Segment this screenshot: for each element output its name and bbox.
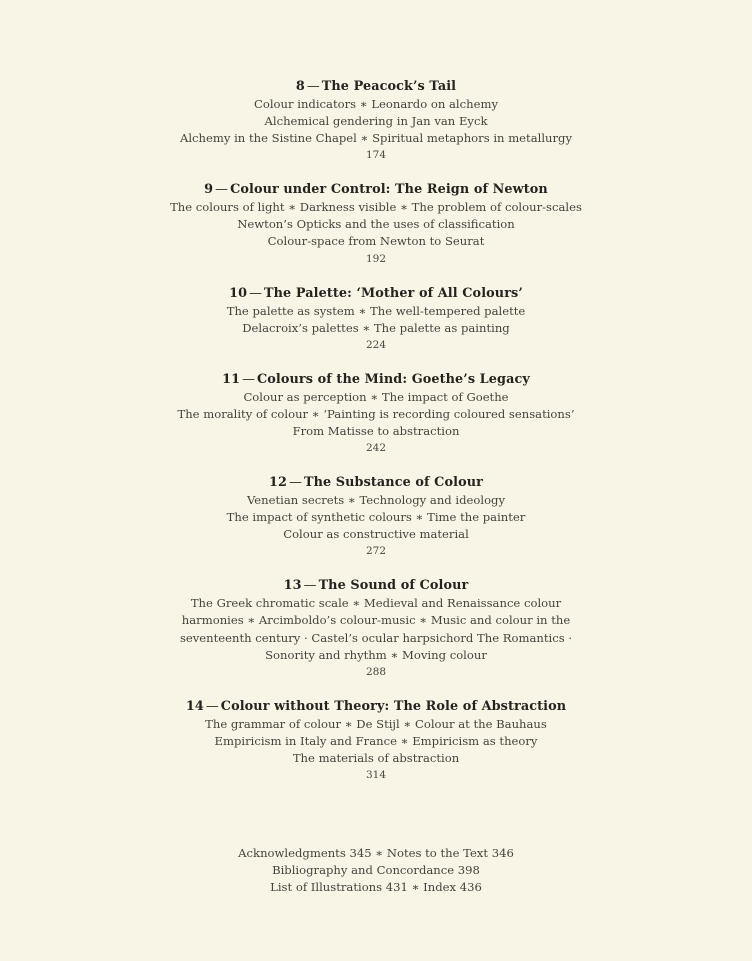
- chapter-title-text: Colour under Control: The Reign of Newton: [230, 182, 548, 198]
- chapter-title-text: Colours of the Mind: Goethe’s Legacy: [257, 371, 530, 387]
- chapter-page-number: 224: [365, 338, 387, 351]
- chapter-10: [0, 285, 752, 354]
- chapter-dash: —: [249, 285, 263, 301]
- chapter-topic-line: Sonority and rhythm ∗ Moving colour: [265, 647, 487, 662]
- chapter-topic-line: Empiricism in Italy and France ∗ Empiricism as theory: [214, 733, 538, 748]
- chapter-number: 14: [185, 698, 204, 714]
- chapter-dash: —: [289, 475, 302, 491]
- chapter-title-text: The Peacock’s Tail: [321, 79, 457, 94]
- chapter-12: [0, 474, 752, 560]
- chapter-topic-line: Newton’s Opticks and the uses of classification: [237, 217, 515, 232]
- chapter-topic-line: Alchemical gendering in Jan van Eyck: [264, 114, 488, 129]
- backmatter: [0, 845, 752, 896]
- chapter-topic-line: Colour as perception ∗ The impact of Goethe: [243, 389, 509, 404]
- chapter-topic-line: harmonies ∗ Arcimboldo’s colour-music ∗ Music and colour in the: [181, 613, 571, 628]
- chapter-title: [0, 474, 752, 492]
- chapter-dash: —: [303, 578, 317, 594]
- chapter-topic-line: Alchemy in the Sistine Chapel ∗ Spiritual metaphors in metallurgy: [179, 131, 573, 146]
- chapter-number: 13: [283, 578, 302, 594]
- chapter-page-number: 192: [365, 252, 387, 265]
- chapter-dash: —: [205, 698, 219, 714]
- chapter-topic-line: The materials of abstraction: [292, 750, 460, 765]
- chapter-number: 12: [269, 475, 288, 491]
- chapter-title: [0, 577, 752, 595]
- chapter-topic-line: seventeenth century · Castel’s ocular harpsichord The Romantics ·: [179, 630, 573, 645]
- chapter-topic-line: The palette as system ∗ The well-tempered palette: [226, 303, 526, 318]
- chapter-topic-line: Colour-space from Newton to Seurat: [267, 234, 485, 249]
- chapter-page-number: 288: [365, 665, 387, 678]
- backmatter-line: Acknowledgments 345 ∗ Notes to the Text 346: [238, 846, 514, 860]
- chapter-page-number: 174: [365, 149, 387, 162]
- chapter-8: [0, 78, 752, 164]
- backmatter-line: Bibliography and Concordance 398: [272, 863, 480, 877]
- chapter-topic-line: Colour indicators ∗ Leonardo on alchemy: [254, 97, 498, 111]
- chapter-number: 10: [229, 285, 248, 301]
- chapter-title: [0, 371, 752, 389]
- chapter-number: 11: [222, 371, 241, 387]
- chapter-number: 9: [204, 182, 214, 198]
- chapter-number: 8: [295, 79, 305, 94]
- table-of-contents: [0, 78, 752, 801]
- chapter-title: [0, 78, 752, 96]
- chapter-topic-line: Delacroix’s palettes ∗ The palette as painting: [242, 320, 510, 335]
- chapter-dash: —: [215, 182, 229, 198]
- chapter-topic-line: Colour as constructive material: [283, 527, 469, 542]
- chapter-topic-line: The Greek chromatic scale ∗ Medieval and Renaissance colour: [190, 596, 562, 611]
- chapter-page-number: 314: [365, 768, 387, 781]
- chapter-title-text: The Palette: ‘Mother of All Colours’: [264, 285, 523, 301]
- chapter-9: [0, 181, 752, 267]
- chapter-13: [0, 577, 752, 680]
- chapter-title: [0, 698, 752, 716]
- chapter-11: [0, 371, 752, 457]
- chapter-dash: —: [242, 371, 256, 387]
- chapter-title-text: The Substance of Colour: [303, 475, 483, 491]
- chapter-title-text: Colour without Theory: The Role of Abstraction: [220, 698, 567, 714]
- chapter-dash: —: [306, 79, 320, 94]
- chapter-page-number: 242: [365, 442, 387, 455]
- chapter-topic-line: The grammar of colour ∗ De Stijl ∗ Colour at the Bauhaus: [205, 716, 547, 731]
- chapter-topic-line: The colours of light ∗ Darkness visible ∗ The problem of colour-scales: [170, 200, 582, 215]
- chapter-topic-line: Venetian secrets ∗ Technology and ideology: [246, 493, 506, 508]
- chapter-topic-line: From Matisse to abstraction: [292, 423, 460, 438]
- chapter-topic-line: The impact of synthetic colours ∗ Time the painter: [226, 510, 526, 525]
- backmatter-line: List of Illustrations 431 ∗ Index 436: [270, 880, 482, 894]
- chapter-title-text: The Sound of Colour: [318, 578, 469, 594]
- chapter-title: [0, 285, 752, 303]
- chapter-topic-line: The morality of colour ∗ ‘Painting is recording coloured sensations’: [177, 406, 575, 421]
- chapter-14: [0, 698, 752, 784]
- chapter-page-number: 272: [365, 545, 387, 558]
- chapter-title: [0, 181, 752, 199]
